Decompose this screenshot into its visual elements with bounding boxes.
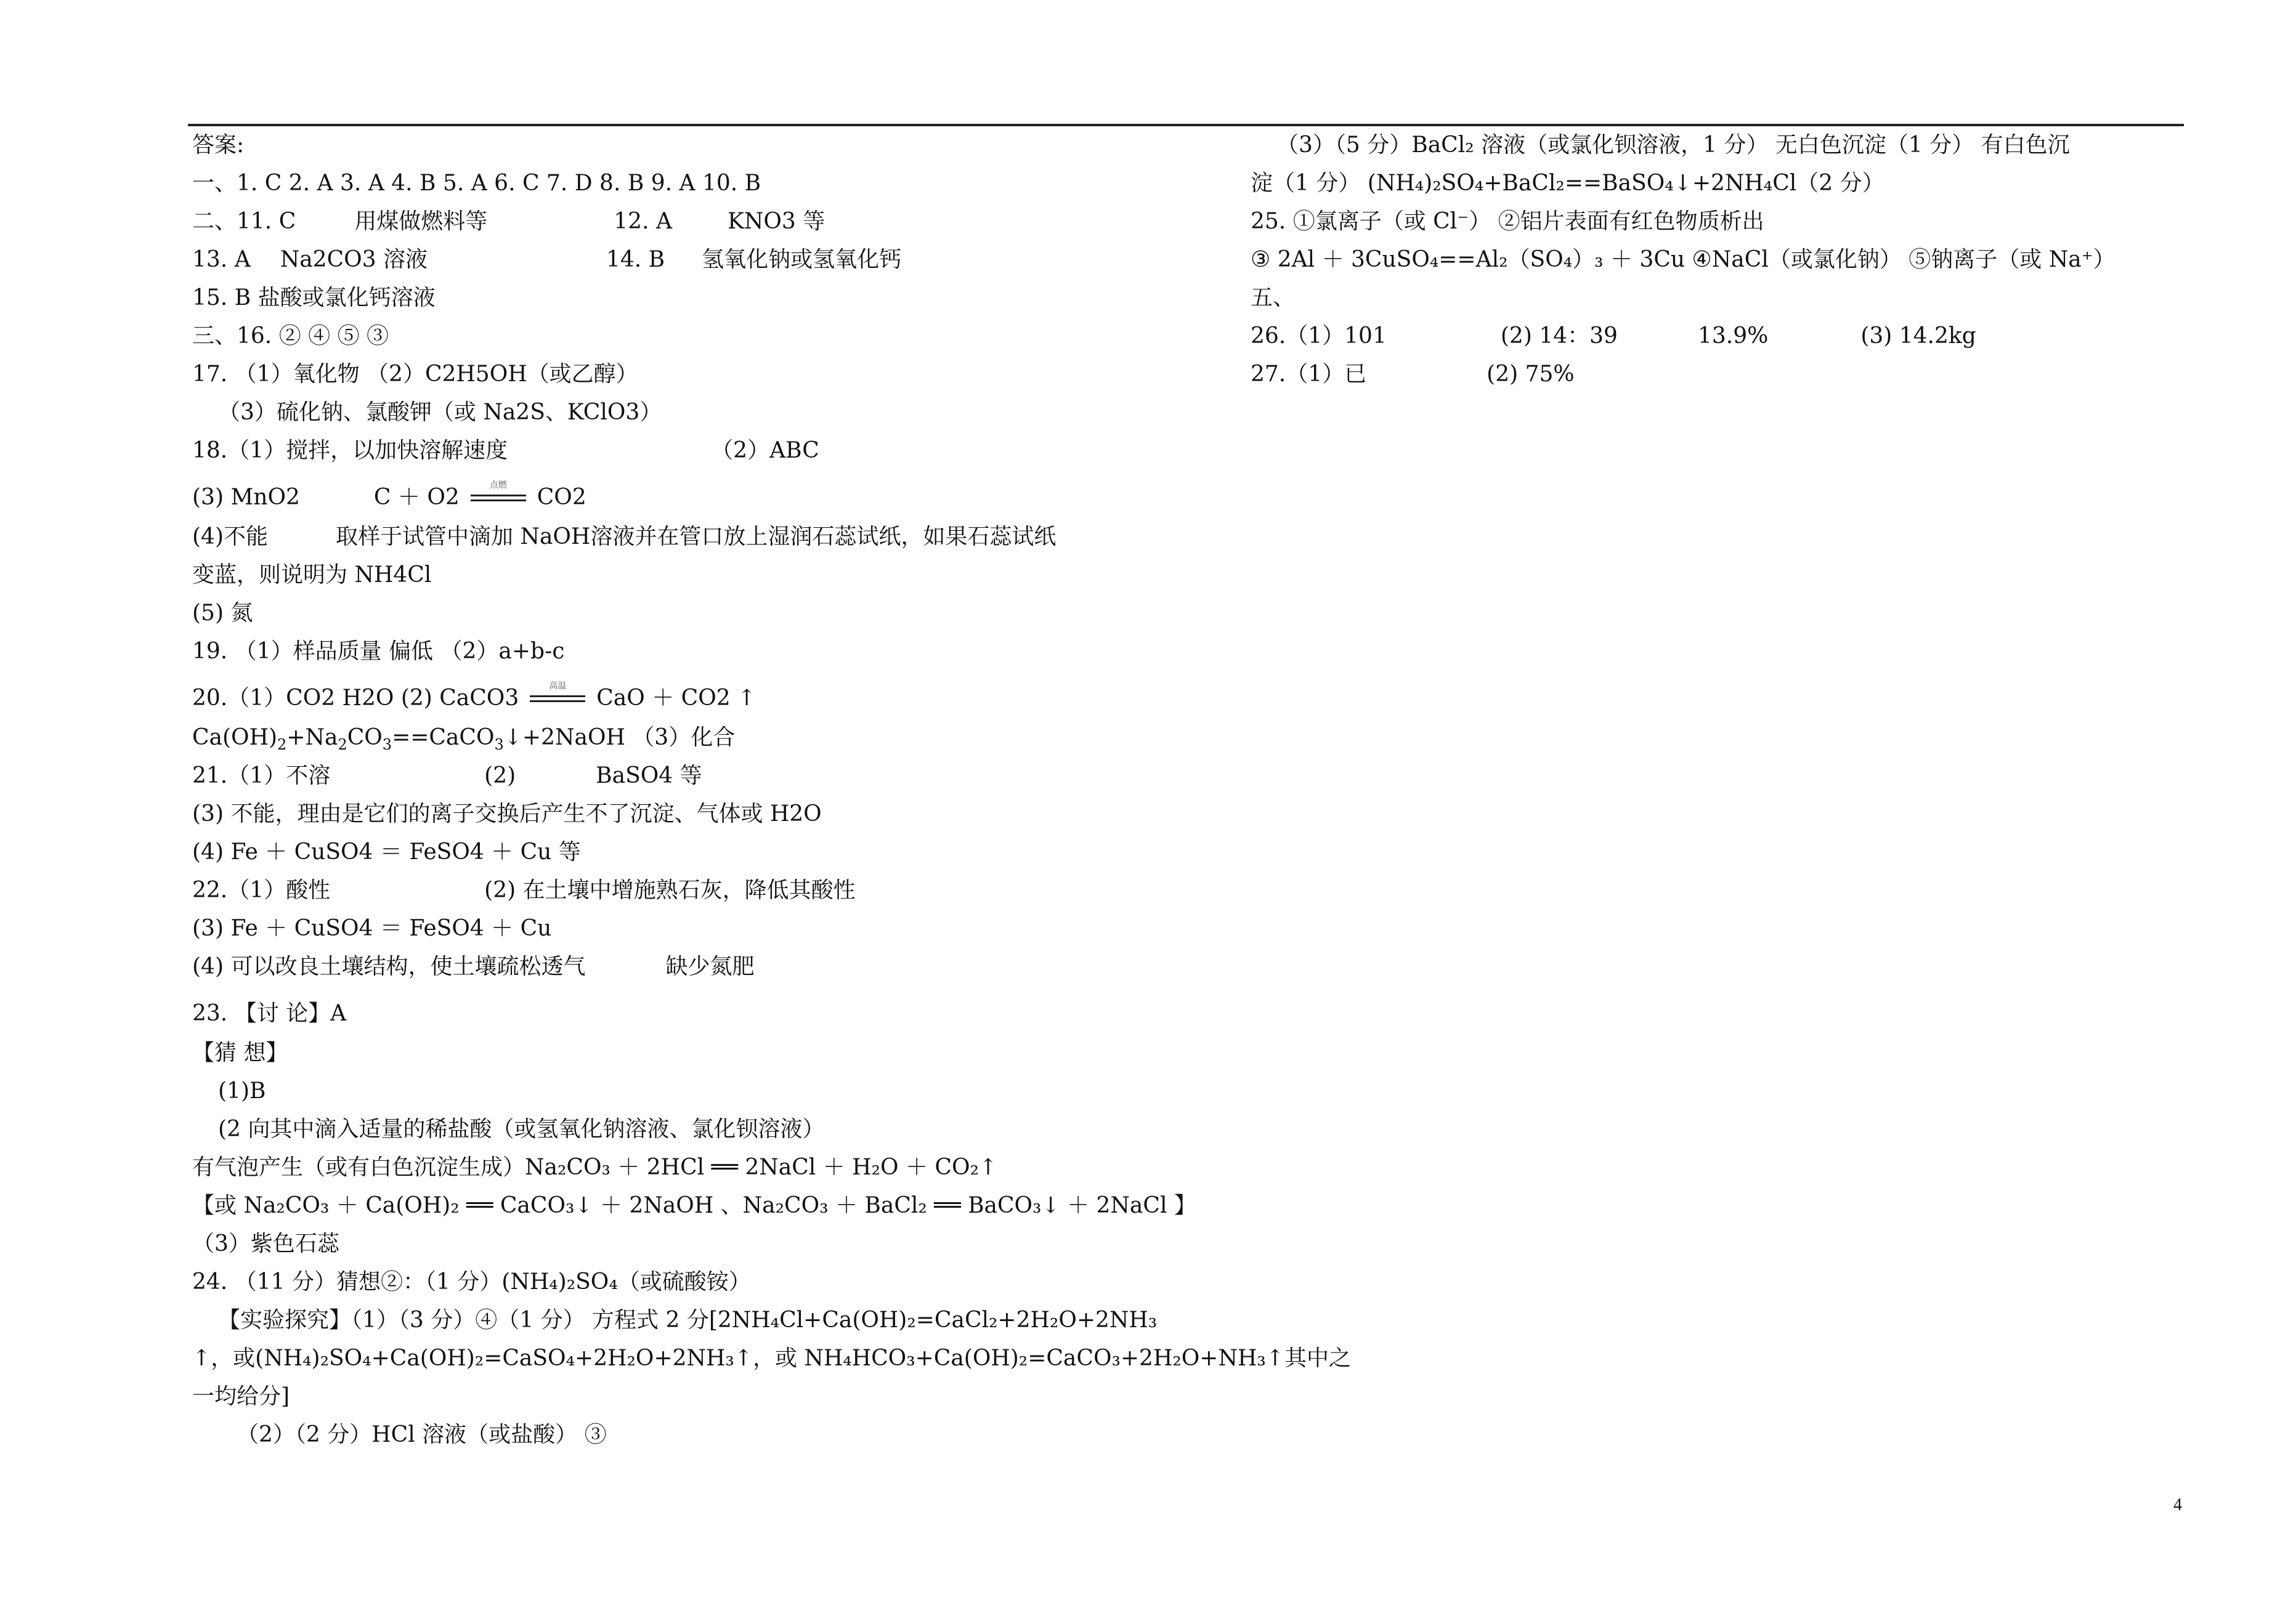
page-number: 4: [2173, 1495, 2182, 1514]
q22-line2: (3) Fe ＋ CuSO4 ＝ FeSO4 ＋ Cu: [192, 916, 552, 941]
q23-line3: (1)B: [218, 1078, 266, 1104]
q24-part3-line1: （3）（5 分）BaCl₂ 溶液（或氯化钡溶液，1 分） 无白色沉淀（1 分） 有白色沉: [1276, 132, 2070, 158]
q27: 27.（1）已 (2) 75%: [1251, 362, 1575, 387]
q18-line1: 18.（1）搅拌，以加快溶解速度 （2）ABC: [192, 438, 819, 463]
q23-line7: （3）紫色石蕊: [192, 1231, 339, 1256]
q24-line1: 24. （11 分）猜想②：（1 分）(NH₄)₂SO₄（或硫酸铵）: [192, 1269, 751, 1295]
q18-line3: (4)不能 取样于试管中滴加 NaOH溶液并在管口放上湿润石蕊试纸，如果石蕊试纸: [192, 524, 1057, 549]
q24-line3: ↑，或(NH₄)₂SO₄+Ca(OH)₂=CaSO₄+2H₂O+2NH₃↑，或 NH₄HCO₃+Ca(OH)₂=CaCO₃+2H₂O+NH₃↑其中之: [192, 1346, 1351, 1371]
q15: 15. B 盐酸或氯化钙溶液: [192, 285, 436, 310]
q23-line5: 有气泡产生（或有白色沉淀生成）Na₂CO₃ ＋ 2HCl ══ 2NaCl ＋ H₂O ＋ CO₂↑: [192, 1155, 998, 1180]
q18-line4: 变蓝，则说明为 NH4Cl: [192, 562, 432, 588]
q21-line2: (3) 不能，理由是它们的离子交换后产生不了沉淀、气体或 H2O: [192, 801, 822, 827]
q17-line2: （3）硫化钠、氯酸钾（或 Na2S、KClO3）: [218, 400, 662, 425]
q17-line1: 17. （1）氧化物 （2）C2H5OH（或乙醇）: [192, 362, 638, 387]
q24-line4: 一均给分]: [192, 1384, 290, 1409]
left-column: [192, 126, 1351, 1454]
q25-line1: 25. ①氯离子（或 Cl⁻） ②铝片表面有红色物质析出: [1251, 209, 1764, 234]
reaction-condition-arrow: 点燃: [471, 490, 526, 508]
q18-line2: (3) MnO2 C ＋ O2 点燃 CO2: [192, 480, 586, 510]
q20-line1: 20.（1）CO2 H2O (2) CaCO3 高温 CaO ＋ CO2 ↑: [192, 681, 757, 711]
q22-line1: 22.（1）酸性 (2) 在土壤中增施熟石灰，降低其酸性: [192, 878, 856, 903]
q21-line3: (4) Fe ＋ CuSO4 ＝ FeSO4 ＋ Cu 等: [192, 839, 581, 865]
q24-line2: 【实验探究】（1）（3 分）④（1 分） 方程式 2 分[2NH₄Cl+Ca(OH)₂=CaCl₂+2H₂O+2NH₃: [218, 1308, 1158, 1333]
q24-part3-line2: 淀（1 分） (NH₄)₂SO₄+BaCl₂==BaSO₄↓+2NH₄Cl（2 分）: [1251, 171, 1884, 196]
q26: 26.（1）101 (2) 14：39 13.9% (3) 14.2kg: [1251, 323, 1976, 349]
reaction-condition-arrow: 高温: [530, 690, 585, 709]
q21-line1: 21.（1）不溶 (2) BaSO4 等: [192, 763, 702, 788]
q23-line2: 【猜 想】: [192, 1040, 288, 1065]
section-2-q11-12: 二、11. C 用煤做燃料等 12. A KNO3 等: [192, 209, 826, 234]
q13-14: 13. A Na2CO3 溶液 14. B 氢氧化钠或氢氧化钙: [192, 247, 902, 272]
q23-line6: 【或 Na₂CO₃ ＋ Ca(OH)₂ ══ CaCO₃↓ ＋ 2NaOH 、Na₂CO₃ ＋ BaCl₂ ══ BaCO₃↓ ＋ 2NaCl 】: [192, 1193, 1196, 1218]
section-1-answers: 一、1. C 2. A 3. A 4. B 5. A 6. C 7. D 8. B 9. A 10. B: [192, 171, 761, 196]
answers-title: 答案:: [192, 132, 245, 158]
q18-line5: (5) 氮: [192, 600, 253, 626]
q22-line3: (4) 可以改良土壤结构，使土壤疏松透气 缺少氮肥: [192, 954, 755, 979]
section-5-heading: 五、: [1251, 285, 1296, 310]
q19: 19. （1）样品质量 偏低 （2）a+b-c: [192, 639, 565, 664]
q24-line5: （2）（2 分）HCl 溶液（或盐酸） ③: [237, 1422, 607, 1447]
q23-line4: (2 向其中滴入适量的稀盐酸（或氢氧化钠溶液、氯化钡溶液）: [218, 1117, 825, 1142]
q23-line1: 23. 【讨 论】A: [192, 1001, 347, 1026]
q20-line2: $Ca(OH)_2+Na_2CO_3==CaCO_3↓+2NaOH$ （3）化合: [192, 725, 736, 754]
q25-line2: ③ 2Al ＋ 3CuSO₄==Al₂（SO₄）₃ ＋ 3Cu ④NaCl（或氯化钠） ⑤钠离子（或 Na⁺）: [1251, 247, 2115, 272]
section-3-q16: 三、16. ② ④ ⑤ ③: [192, 323, 389, 349]
right-column: [1251, 126, 2193, 394]
